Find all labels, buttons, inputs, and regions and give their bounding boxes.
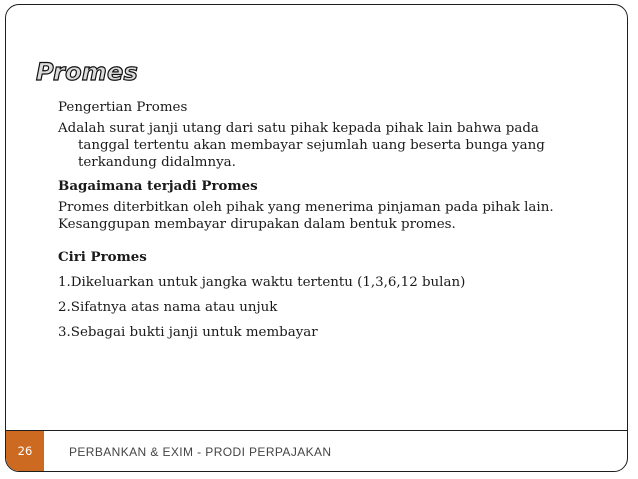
pengertian-heading: Pengertian Promes xyxy=(58,100,188,115)
ciri-heading: Ciri Promes xyxy=(58,249,147,265)
ciri-item-2: 2.Sifatnya atas nama atau unjuk xyxy=(58,300,278,315)
slide-title: Promes xyxy=(36,58,138,86)
ciri-item-1: 1.Dikeluarkan untuk jangka waktu tertentu (1,3,6,12 bulan) xyxy=(58,275,466,290)
bagaimana-text-2: Kesanggupan membayar dirupakan dalam bentuk promes. xyxy=(58,217,456,232)
bagaimana-heading: Bagaimana terjadi Promes xyxy=(58,178,258,194)
slide-content xyxy=(58,99,578,341)
pengertian-text: Adalah surat janji utang dari satu pihak kepada pihak lain bahwa pada tanggal tertentu akan membayar sejumlah uang beserta bunga yang terkandung didalmnya. xyxy=(58,121,545,170)
ciri-item-3: 3.Sebagai bukti janji untuk membayar xyxy=(58,325,318,340)
bagaimana-text-1: Promes diterbitkan oleh pihak yang menerima pinjaman pada pihak lain. xyxy=(58,200,554,215)
footer-text: PERBANKAN & EXIM - PRODI PERPAJAKAN xyxy=(69,445,332,459)
footer-divider xyxy=(5,430,628,431)
page-number-badge: 26 xyxy=(6,431,44,471)
